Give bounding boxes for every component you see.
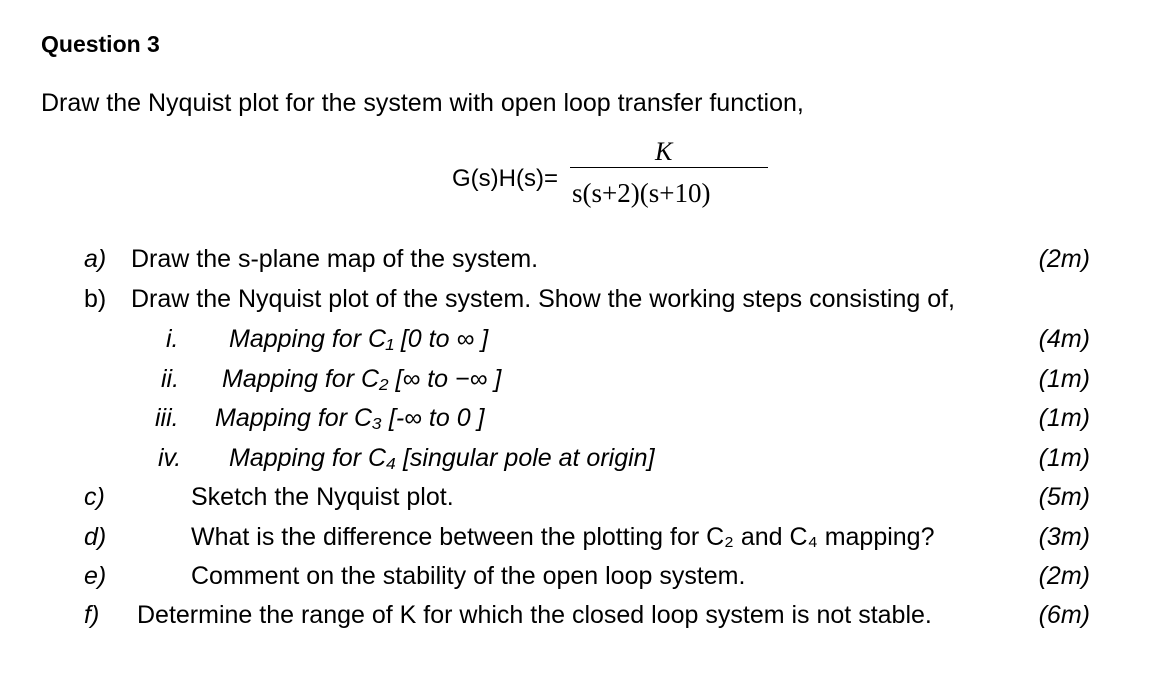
part-b-text: Draw the Nyquist plot of the system. Show the working steps consisting of, — [131, 285, 955, 313]
subpart-iii-label: iii. — [155, 404, 179, 432]
part-c-marks: (5m) — [1038, 483, 1090, 511]
equation-numerator: K — [655, 137, 673, 166]
part-f-text: Determine the range of K for which the closed loop system is not stable. — [137, 601, 932, 629]
part-d-text: What is the difference between the plotting for C₂ and C₄ mapping? — [191, 523, 935, 551]
subpart-ii-label: ii. — [161, 365, 180, 393]
part-c-label: c) — [84, 483, 105, 511]
part-a-label: a) — [84, 245, 107, 273]
part-f-marks: (6m) — [1038, 601, 1090, 629]
subpart-iv-text: Mapping for C₄ [singular pole at origin] — [229, 444, 655, 472]
part-f-label: f) — [84, 601, 100, 629]
part-d-label: d) — [84, 523, 107, 551]
part-e-marks: (2m) — [1038, 562, 1090, 590]
subpart-ii-text: Mapping for C₂ [∞ to −∞ ] — [222, 365, 502, 393]
fraction-bar — [570, 167, 768, 168]
subpart-i-label: i. — [166, 325, 179, 353]
subpart-i-marks: (4m) — [1038, 325, 1090, 353]
question-title: Question 3 — [41, 31, 160, 57]
part-d-marks: (3m) — [1038, 523, 1090, 551]
part-a-marks: (2m) — [1038, 245, 1090, 273]
equation-lhs: G(s)H(s)= — [452, 165, 558, 192]
subpart-ii-marks: (1m) — [1038, 365, 1090, 393]
subpart-iii-marks: (1m) — [1038, 404, 1090, 432]
part-b-label: b) — [84, 285, 107, 313]
part-e-label: e) — [84, 562, 107, 590]
part-e-text: Comment on the stability of the open loop system. — [191, 562, 746, 590]
equation-denominator: s(s+2)(s+10) — [572, 178, 711, 208]
question-intro: Draw the Nyquist plot for the system with open loop transfer function, — [41, 89, 804, 117]
subpart-iv-marks: (1m) — [1038, 444, 1090, 472]
subpart-iv-label: iv. — [158, 444, 182, 472]
subpart-i-text: Mapping for C₁ [0 to ∞ ] — [229, 325, 489, 353]
part-c-text: Sketch the Nyquist plot. — [191, 483, 454, 511]
part-a-text: Draw the s-plane map of the system. — [131, 245, 539, 273]
subpart-iii-text: Mapping for C₃ [-∞ to 0 ] — [215, 404, 485, 432]
